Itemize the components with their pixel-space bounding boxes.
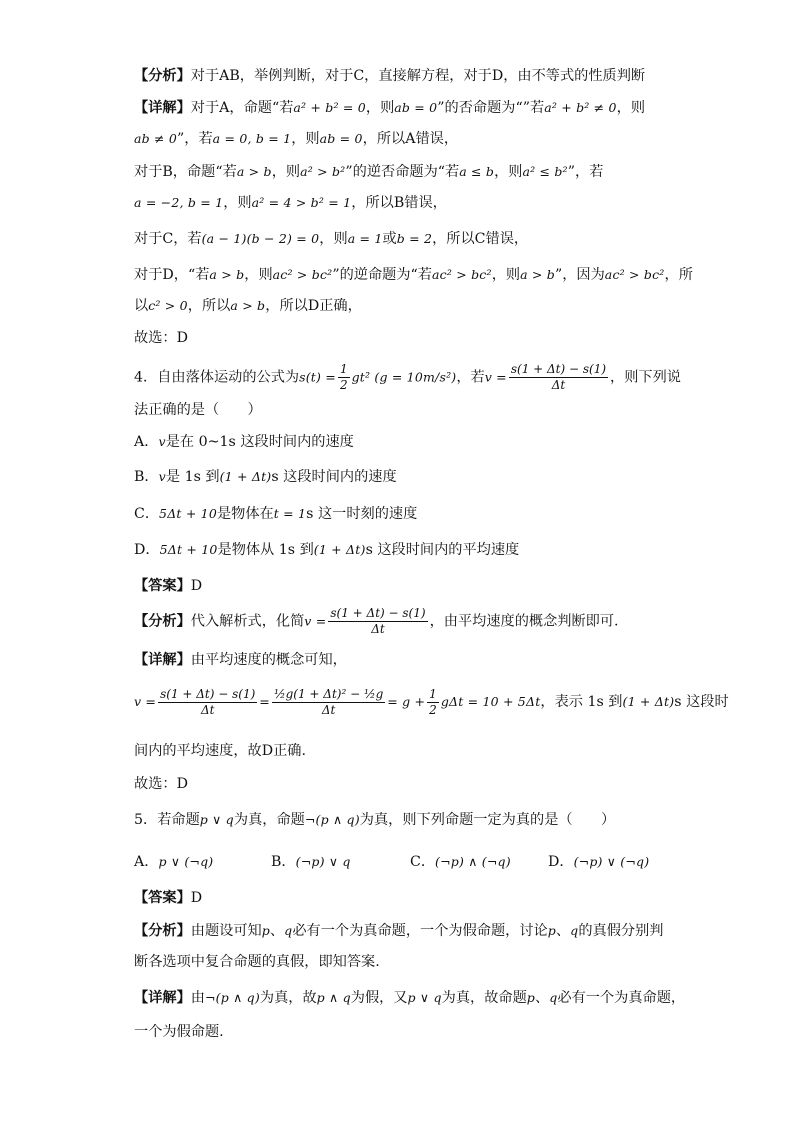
q4-final-answer — [134, 774, 660, 794]
text: 由题设可知 — [190, 923, 262, 939]
numerator: s(1 + Δt) − s(1) — [510, 362, 607, 376]
text: 、 — [555, 923, 571, 939]
math: ab ≠ 0 — [134, 131, 178, 146]
text: 或 — [382, 231, 397, 247]
math: a² > b² — [300, 164, 346, 179]
math: gΔt = 10 + 5Δt — [440, 694, 541, 709]
q4-stem — [134, 362, 681, 393]
math: = g + — [387, 694, 426, 709]
q4-option-b — [134, 467, 660, 487]
q4-answer — [134, 576, 660, 596]
text: 的真假分别判 — [578, 923, 664, 939]
text: 对于D，“若 — [134, 267, 210, 283]
fraction — [328, 606, 427, 637]
prev-analysis-line — [134, 66, 660, 86]
text: 是在 0~1s 这段时间内的速度 — [165, 434, 354, 450]
math: ¬(p ∧ q) — [204, 990, 260, 1005]
numerator: s(1 + Δt) − s(1) — [160, 686, 256, 701]
answer-text: 故选：D — [134, 330, 188, 346]
math: a² + b² = 0 — [293, 100, 366, 115]
text: ，则 — [271, 164, 301, 180]
text: 由 — [190, 990, 205, 1006]
q5-options — [134, 852, 664, 872]
math: p ∨ q — [407, 990, 442, 1005]
q5-analysis-cont — [134, 952, 660, 972]
math: (1 + Δt) — [313, 542, 366, 557]
math: ac² > bc² — [272, 267, 333, 282]
math: (1 + Δt) — [219, 469, 272, 484]
text: ，所以 — [187, 298, 231, 314]
analysis-label: 【分析】 — [134, 68, 191, 84]
text: s 这段时间内的平均速度 — [365, 542, 520, 558]
answer-text: 故选：D — [134, 776, 188, 792]
text: 由平均速度的概念可知， — [190, 652, 347, 668]
math: 5Δt + 10 — [159, 542, 218, 557]
math: a² = 4 > b² = 1 — [251, 195, 352, 210]
detail-label: 【详解】 — [134, 990, 191, 1006]
answer-label: 【答案】 — [134, 578, 191, 594]
q5-option-d — [548, 852, 649, 872]
math: q — [284, 923, 293, 938]
option-label: C． — [410, 854, 436, 870]
math: s(t) = — [299, 369, 336, 385]
q4-option-a — [134, 432, 660, 452]
denominator: Δt — [551, 378, 566, 392]
text: 、 — [535, 990, 550, 1006]
math: ab = 0 — [319, 131, 363, 146]
q5-option-a — [134, 852, 213, 872]
math: p — [526, 990, 535, 1005]
math: p ∨ (¬q) — [158, 854, 214, 869]
text: 为真，故命题 — [441, 990, 527, 1006]
math: q — [570, 923, 579, 938]
math: a > b — [520, 267, 555, 282]
text: 为真，则下列命题一定为真的是（ ） — [359, 812, 616, 828]
text: 对于A，命题“若 — [190, 100, 294, 116]
text: 为真，命题 — [233, 812, 305, 828]
math: gt² (g = 10m/s²) — [351, 369, 457, 385]
text: 必有一个为真命题，一个为假命题，讨论 — [292, 923, 548, 939]
text: 、 — [269, 923, 285, 939]
math: ab = 0 — [394, 100, 438, 115]
text: 是物体在 — [216, 506, 274, 522]
text: ，则 — [365, 100, 395, 116]
numerator: s(1 + Δt) − s(1) — [330, 606, 426, 620]
text: 代入解析式，化简 — [190, 613, 305, 630]
math: a > b — [230, 298, 266, 313]
math: v = — [484, 369, 507, 385]
prev-detail-line-d2 — [134, 296, 660, 316]
math: a > b — [209, 267, 245, 282]
math: (¬p) ∨ (¬q) — [573, 854, 650, 869]
denominator: Δt — [200, 702, 215, 717]
denominator: 2 — [339, 378, 348, 392]
q5-detail — [134, 988, 686, 1008]
fraction — [272, 687, 385, 718]
text: 对于B，命题“若 — [134, 164, 237, 180]
math: p — [261, 923, 270, 938]
analysis-label: 【分析】 — [134, 923, 191, 939]
text: ，所以C错误， — [432, 231, 529, 247]
option-label: A． — [134, 434, 159, 450]
numerator: 1 — [429, 686, 437, 701]
text: 一个为假命题. — [134, 1024, 224, 1040]
text: ，则 — [494, 164, 523, 180]
text: ，则 — [244, 267, 273, 283]
prev-detail-line-a — [134, 98, 660, 118]
math: 5Δt + 10 — [159, 506, 217, 521]
text: ”的逆否命题为“若 — [345, 164, 460, 180]
text: 是 1s 到 — [165, 469, 220, 485]
answer-value: D — [190, 890, 203, 906]
math: ac² > bc² — [432, 267, 492, 282]
text: s 这段时间内的速度 — [271, 469, 397, 485]
q4-analysis — [134, 606, 660, 637]
text: ，则 — [491, 267, 521, 283]
math: q — [549, 990, 558, 1005]
q5-option-c — [410, 852, 511, 872]
math: (¬p) ∨ q — [295, 854, 351, 869]
prev-detail-line-a2 — [134, 129, 660, 149]
q5-analysis — [134, 921, 664, 941]
detail-label: 【详解】 — [134, 100, 191, 116]
text: ”的逆命题为“若 — [332, 267, 432, 283]
text: s 这段时 — [674, 694, 729, 710]
option-label: B． — [134, 469, 159, 485]
text: ，所以B错误， — [351, 195, 447, 211]
math: v — [158, 434, 166, 449]
analysis-label: 【分析】 — [134, 613, 191, 630]
text: ，则下列说 — [610, 369, 681, 386]
q5-detail-cont — [134, 1022, 660, 1042]
denominator: Δt — [321, 702, 336, 717]
text: ，则 — [291, 131, 320, 147]
text: ，表示 1s 到 — [540, 694, 623, 710]
text: ，所 — [664, 267, 693, 283]
math: a² + b² ≠ 0 — [544, 100, 617, 115]
denominator: 2 — [429, 702, 437, 717]
text: ，由平均速度的概念判断即可. — [429, 613, 619, 630]
q4-detail — [134, 650, 660, 670]
q4-equation — [134, 684, 729, 720]
math: (a − 1)(b − 2) = 0 — [201, 231, 320, 246]
text: 为假，又 — [350, 990, 408, 1006]
q5-option-b — [271, 852, 351, 872]
fraction — [158, 687, 257, 718]
q4-option-d — [134, 540, 660, 560]
q5-stem — [134, 810, 660, 830]
text: ，则 — [319, 231, 348, 247]
text: 为真，故 — [259, 990, 317, 1006]
math: c² > 0 — [148, 298, 188, 313]
text: s 这一时刻的速度 — [306, 506, 418, 522]
text: ，则 — [616, 100, 646, 116]
answer-value: D — [190, 578, 203, 594]
option-label: D． — [548, 854, 574, 870]
text: ”，因为 — [554, 267, 605, 283]
text: ，所以A错误， — [362, 131, 459, 147]
prev-detail-line-c — [134, 229, 660, 249]
prev-detail-line-b2 — [134, 193, 660, 213]
text: 断各选项中复合命题的真假，即知答案. — [134, 954, 380, 970]
option-label: A． — [134, 854, 159, 870]
math: t = 1 — [273, 506, 307, 521]
answer-label: 【答案】 — [134, 890, 191, 906]
numerator: 1 — [339, 362, 348, 376]
math: a > b — [236, 164, 272, 179]
text: 对于C，若 — [134, 231, 202, 247]
numerator: ½g(1 + Δt)² − ½g — [273, 686, 384, 701]
text: 必有一个为真命题， — [557, 990, 686, 1006]
math: a ≤ b — [459, 164, 495, 179]
math: p ∧ q — [316, 990, 351, 1005]
math: v = — [134, 694, 157, 709]
math: a = 0, b = 1 — [212, 131, 292, 146]
q4-equation-cont — [134, 741, 660, 761]
math: a = −2, b = 1 — [134, 195, 224, 210]
analysis-text: 对于AB，举例判断，对于C，直接解方程，对于D，由不等式的性质判断 — [190, 68, 646, 84]
math: p ∨ q — [199, 812, 234, 827]
text: 是物体从 1s 到 — [217, 542, 314, 558]
prev-answer — [134, 328, 660, 348]
q4-option-c — [134, 504, 660, 524]
detail-label: 【详解】 — [134, 652, 191, 668]
math: v = — [304, 613, 327, 629]
q4-stem-cont — [134, 400, 660, 420]
text: ，所以D正确， — [265, 298, 362, 314]
text: ”，若 — [567, 164, 604, 180]
text: 法正确的是（ ） — [134, 402, 262, 418]
fraction — [427, 687, 439, 718]
math: b = 2 — [396, 231, 433, 246]
text: ，则 — [223, 195, 252, 211]
option-label: B． — [271, 854, 296, 870]
fraction — [338, 362, 350, 393]
text: 以 — [134, 298, 149, 314]
math: ac² > bc² — [604, 267, 665, 282]
math: (1 + Δt) — [622, 694, 675, 709]
text: ，若 — [456, 369, 485, 386]
text: ”的否命题为“”若 — [437, 100, 545, 116]
option-label: C． — [134, 506, 160, 522]
math: a² ≤ b² — [522, 164, 568, 179]
denominator: Δt — [371, 622, 385, 636]
q5-answer — [134, 888, 660, 908]
text: ”，若 — [177, 131, 213, 147]
text: 间内的平均速度，故D正确. — [134, 743, 306, 759]
prev-detail-line-d — [134, 265, 693, 285]
math: = — [259, 694, 270, 709]
math: v — [158, 469, 166, 484]
math: (¬p) ∧ (¬q) — [435, 854, 511, 869]
prev-detail-line-b — [134, 162, 660, 182]
math: p — [547, 923, 556, 938]
math: ¬(p ∧ q) — [304, 812, 360, 827]
math: a = 1 — [347, 231, 383, 246]
option-label: D． — [134, 542, 160, 558]
fraction — [509, 362, 608, 393]
text: 5．若命题 — [134, 812, 200, 828]
text: 4．自由落体运动的公式为 — [134, 369, 300, 386]
